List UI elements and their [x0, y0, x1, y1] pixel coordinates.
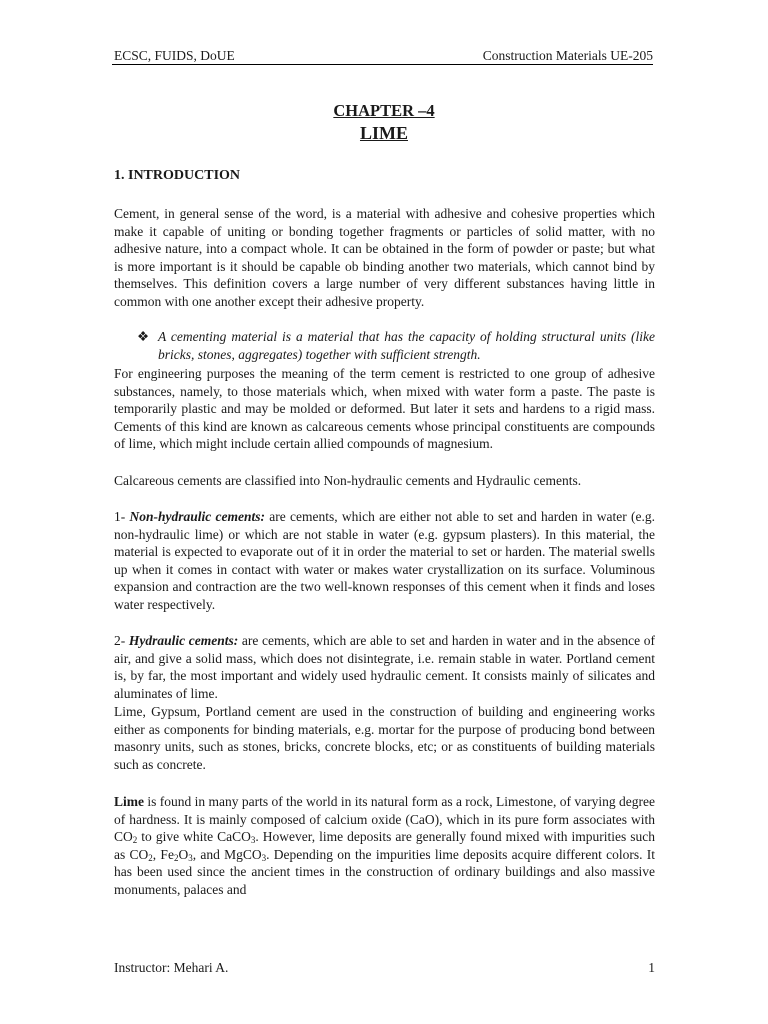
chapter-title: LIME [359, 123, 408, 143]
paragraph-engineering: For engineering purposes the meaning of the term cement is restricted to one group of adhesive substances, namely, to those materials which, when mixed with water form a paste. The paste is temporarily plastic and may be molded or deformed. But later it sets and hardens to a rigid mass. Cements of this kind are known as calcareous cements whose principal constituents are compounds of lime, which might include certain allied compounds of magnesium. [114, 366, 655, 452]
paragraph-text: , and MgCO [192, 846, 262, 862]
paragraph-text: . Depending on the impurities lime deposits acquire different colors. It has been used since the ancient times in the construction of ordinary buildings and also massive monuments, palaces and [114, 846, 656, 897]
footer-instructor: Instructor: Mehari A. [114, 960, 229, 975]
page-header [112, 48, 653, 65]
bullet-text: A cementing material is a material that has the capacity of holding structural units (like bricks, stones, aggregates) together with sufficient strength. [158, 329, 655, 362]
bullet-definition [137, 328, 655, 363]
page-footer [114, 960, 655, 976]
paragraph-uses: Lime, Gypsum, Portland cement are used in the construction of building and engineering works either as components for binding materials, e.g. mortar for the purpose of producing bond between masonry units, such as stones, bricks, concrete blocks, etc; or as constituents of building materials such as concrete. [114, 704, 655, 772]
subscript: 3 [188, 852, 193, 863]
paragraph-text: are cements, which are able to set and harden in water and in the absence of air, and give a solid mass, which does not disintegrate, i.e. remain stable in water. Portland cement is, by far, the most important and widely used hydraulic cement. It consists mainly of silicates and aluminates of lime. [114, 633, 655, 701]
section-heading: 1. INTRODUCTION [114, 168, 241, 183]
list-number: 1- [114, 509, 130, 524]
subscript: 2 [148, 852, 153, 863]
paragraph-text: . However, lime deposits are generally found mixed with impurities such as CO [114, 829, 655, 862]
paragraph-classification: Calcareous cements are classified into Non-hydraulic cements and Hydraulic cements. [114, 473, 582, 488]
header-right: Construction Materials UE-205 [482, 48, 653, 63]
list-number: 2- [114, 633, 129, 648]
paragraph-text: O [178, 846, 189, 862]
page-number: 1 [648, 960, 655, 975]
term-lime: Lime [114, 794, 144, 809]
term-hydraulic: Hydraulic cements: [128, 633, 239, 648]
subscript: 3 [261, 852, 267, 863]
paragraph-text: is found in many parts of the world in its natural form as a rock, Limestone, of varying degree of hardness. It is mainly composed of calcium oxide (CaO), which in its pure form associates with CO [114, 794, 655, 845]
header-left: ECSC, FUIDS, DoUE [114, 48, 235, 63]
paragraph-text: , Fe [152, 846, 174, 862]
paragraph-text: are cements, which are either not able to set and harden in water (e.g. non-hydraulic lime) or which are not stable in water (e.g. gypsum plasters). In this material, the material is expected to evaporate out of it in order the material to set or harden. The material swells up when it comes in contact with water or makes water crystallization on its surface. Voluminous expansion and contraction are the two well-known responses of this cement when it finds and loses water respectively. [114, 509, 655, 612]
paragraph-intro: Cement, in general sense of the word, is a material with adhesive and cohesive properties which make it capable of uniting or bonding together fragments or particles of solid matter, with no adhesive nature, into a compact whole. It can be obtained in the form of powder or paste; but what is more important is it should be capable ob binding another two materials, which cannot bind by themselves. This definition covers a large number of very different substances having little in common with one another except their adhesive property. [114, 206, 655, 309]
paragraph-lime [114, 793, 655, 899]
paragraph-text: to give white CaCO [137, 829, 251, 845]
subscript: 2 [132, 835, 138, 846]
subscript: 2 [173, 852, 179, 863]
subscript: 3 [250, 835, 256, 846]
chapter-number: CHAPTER –4 [333, 101, 435, 120]
paragraph-non-hydraulic [114, 508, 655, 614]
paragraph-hydraulic [114, 632, 655, 702]
diamond-bullet-icon: ❖ [137, 329, 150, 344]
term-non-hydraulic: Non-hydraulic cements: [129, 509, 266, 524]
